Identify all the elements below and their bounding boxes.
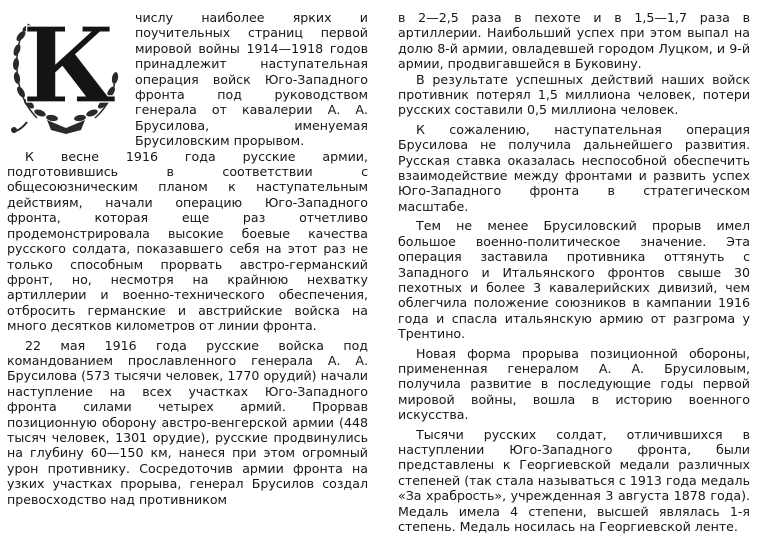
paragraph-may-22: 22 мая 1916 года русские войска под командованием прославленного генерала А. А. Брусилова (573 тысячи человек, 1770 орудий) начали наступление на всех участках Юго-Западного фронта силами четырех армий. Прорвав позиционную оборону австро-венгерской армии (448 тысяч человек, 1301 орудие), русские продвинулись на глубину 60—150 км, нанеся при этом огромный урон противнику. Сосредоточив армии фронта на узких участках прорыва, генерал Брусилов создал превосходство над противником — [7, 337, 368, 507]
left-column — [7, 6, 368, 511]
paragraph-intro: числу наиболее ярких и поучительных страниц первой мировой войны 1914—1918 годов принадлежит наступательная операция войск Юго-Западного фронта под руководством генерала от кавалерии А. А. Брусилова, именуемая Брусиловским прорывом. — [135, 10, 368, 149]
paragraph-losses: В результате успешных действий наших войск противник потерял 1,5 миллиона человек, потери русских составили 0,5 миллиона человек. — [398, 71, 750, 118]
laurel-wreath-icon — [7, 6, 127, 134]
paragraph-spring-1916: К весне 1916 года русские армии, подготовившись в соответствии с общесоюзническим планом к наступательным действиям, начали операцию Юго-Западного фронта, которая еще раз отчетливо продемонстрировала высокие боевые качества русского солдата, показавшего себя на этот раз не только способным прорвать австро-германский фронт, но, несмотря на крайнюю нехватку артиллерии и военно-технического обеспечения, отбросить германские и австрийские войска на много десятков километров от линии фронта. — [7, 148, 368, 334]
paragraph-superiority: в 2—2,5 раза в пехоте и в 1,5—1,7 раза в артиллерии. Наибольший успех при этом выпал на долю 8-й армии, овладевшей городом Луцком, и 9-й армии, продвигавшейся в Буковину. — [398, 10, 750, 72]
right-column — [398, 10, 750, 538]
paragraph-medal: Тысячи русских солдат, отличившихся в наступлении Юго-Западного фронта, были представлены к Георгиевской медали различных степеней (так стала называться с 1913 года медаль «За храбрость», учрежденная 3 августа 1878 года). Медаль имела 4 степени, высшей являлась 1-я степень. Медаль носилась на Георгиевской ленте. — [398, 426, 750, 534]
dropcap — [7, 6, 127, 134]
paragraph-significance: Тем не менее Брусиловский прорыв имел большое военно-политическое значение. Эта операция заставила противника оттянуть с Западного и Итальянского фронтов свыше 30 пехотных и более 3 кавалерийских дивизий, чем облегчила положение союзников в кампании 1916 года и спасла итальянскую армию от разгрома у Трентино. — [398, 218, 750, 342]
paragraph-new-form: Новая форма прорыва позиционной обороны, примененная генералом А. А. Брусиловым, получила развитие в последующие годы первой мировой войны, вошла в историю военного искусства. — [398, 345, 750, 423]
paragraph-regret: К сожалению, наступательная операция Брусилова не получила дальнейшего развития. Русская ставка оказалась неспособной обеспечить взаимодействие между фронтами и развить успех Юго-Западного фронта в стратегическом масштабе. — [398, 121, 750, 214]
dropcap-letter: К — [21, 6, 117, 127]
